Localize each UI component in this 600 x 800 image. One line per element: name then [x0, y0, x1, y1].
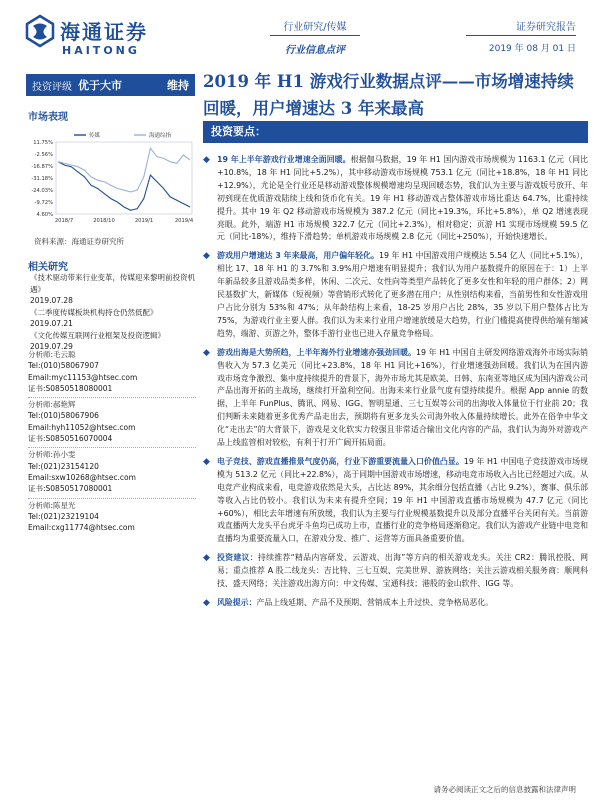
- key-point-lead: 19 年上半年游戏行业增速全面回暖。: [217, 155, 351, 164]
- related-research-item[interactable]: [30, 272, 195, 307]
- header-category: 行业研究/传媒: [283, 22, 347, 33]
- analyst-tel: Tel:(010)58067906: [28, 411, 99, 421]
- analyst-tel: Tel:(010)58067907: [28, 361, 99, 371]
- analyst-email[interactable]: Email:myc11153@htsec.com: [28, 372, 138, 382]
- bullet-icon: ◆: [203, 598, 210, 608]
- x-tick-label: 2019/1: [134, 218, 154, 224]
- related-research-item[interactable]: [30, 307, 195, 330]
- key-point-lead: 投资建议：: [217, 553, 258, 563]
- related-research-list: [30, 272, 195, 353]
- analyst-cert: 证书:S0850518080001: [28, 383, 113, 393]
- header-report-block: [466, 18, 576, 54]
- key-point: [203, 456, 588, 546]
- key-point-lead: 游戏用户增速达 3 年来最高，用户偏年轻化。: [217, 251, 379, 261]
- chart-frame: [56, 142, 192, 214]
- analyst-name: 分析师:孙小雯: [28, 450, 76, 460]
- key-point: [203, 250, 588, 340]
- x-tick-label: 2018/10: [93, 218, 115, 224]
- analyst-name: 分析师:郝艳辉: [28, 400, 76, 410]
- key-points-heading: 投资要点：: [203, 121, 588, 143]
- key-point-lead: 风险提示：: [217, 598, 257, 607]
- bullet-icon: ◆: [203, 251, 210, 262]
- y-tick-label: 4.60%: [36, 212, 53, 218]
- bullet-icon: ◆: [203, 456, 210, 467]
- related-research-date: 2019.07.28: [30, 296, 73, 305]
- analyst-tel: Tel:(021)23154120: [28, 461, 99, 471]
- bullet-icon: ◆: [203, 155, 210, 165]
- key-point-text: 19 年 H1 中国游戏用户规模达 5.54 亿人（同比+5.1%），相比 17、18 年 H1 的 3.7%和 3.9%用户增速有明显提升；我们认为用户基数提升的原因在于：1）上半年新品较多且游戏品类多样，休闲、二次元、女性向等类型产品转化了更多女性和年轻的用户群体；2）网民基数扩大，新媒体（短视频）等营销形式转化了更多潜在用户；从性别结构来看，当前男性和女性游戏用户占比分别为 53%和 47%；从年龄结构上来看，18-25 岁用户占比 28%，35 岁以下用户整体占比为 75%，为游戏行业主要人群。我们认为未来行业用户增速放缓是大趋势，行业门槛提高使得供给端有缩减趋势，端游、页游之外，整体手游行业也已进入存量竞争格局。: [217, 251, 588, 338]
- key-point: [203, 597, 588, 610]
- haitong-logo: [24, 14, 154, 62]
- related-research-title[interactable]: 《二季度传媒板块机构持仓仍然低配》: [30, 307, 158, 317]
- bullet-icon: ◆: [203, 347, 210, 358]
- analyst-list: [28, 348, 196, 536]
- key-point-text: 19 年 H1 中国自主研发网络游戏海外市场实际销售收入为 57.3 亿美元（同比+23.8%，18 年 H1 同比+16%），行业增速强劲回暖。我们认为在国内游戏市场竞争激烈、集中度持续提升的背景下，海外市场尤其是欧美、日韩、东南亚等地区成为国内游戏公司产品出海开拓的主战场，继续打开盈利空间。出海未来行业景气度有望持续提升。根据 App annie 的数据，上半年 FunPlus、腾讯、网易、IGG、智明星通、三七互娱等公司的出海收入体量位于行业前 20；我们判断未来随着更多优秀产品走出去，预期将有更多龙头公司海外收入体量持续增长。此外在俗争中华文化“走出去”的大背景下，游戏是文化软实力较强且非常适合输出文化内容的产品，我们认为海外对游戏产品上线监管相对较松，有利于打开广阔开拓局面。: [217, 347, 588, 448]
- analyst-cert: 证书:S0850516070004: [28, 434, 113, 444]
- header-divider: [270, 35, 360, 36]
- header-subcategory: 行业信息点评: [285, 45, 345, 56]
- related-research-heading: 相关研究: [28, 262, 68, 273]
- analyst-card: [28, 447, 196, 494]
- key-point-lead: 游戏出海是大势所趋，上半年海外行业增速亦强劲回暖。: [217, 347, 417, 357]
- rating-value: 优于大市: [78, 79, 122, 92]
- investment-rating-bar: [26, 74, 195, 96]
- header-divider: [466, 35, 576, 36]
- header-category-block: [270, 18, 360, 56]
- key-point-text: 持续推荐“精品内容研发、云游戏、出海”等方向的相关游戏龙头。关注 CR2：腾讯控股、网易；重点推荐 A 股二线龙头：吉比特、三七互娱、完美世界、游族网络；关注云游戏相关服务商：顺网科技、盛天网络；关注游戏出海方向：中文传媒、宝通科技；港股的金山软件、IGG 等。: [217, 553, 588, 589]
- key-point: [203, 154, 588, 244]
- analyst-name: 分析师:毛云聪: [28, 350, 76, 359]
- analyst-email[interactable]: Email:hyh11052@htsec.com: [28, 422, 136, 432]
- disclaimer-footer: 请务必阅读正文之后的信息披露和法律声明: [433, 785, 576, 794]
- analyst-email[interactable]: Email:sxw10268@htsec.com: [28, 472, 136, 482]
- y-tick-label: -9.72%: [34, 200, 53, 206]
- analyst-card: [28, 348, 196, 394]
- y-tick-label: -24.03%: [31, 188, 53, 194]
- market-performance-heading: 市场表现: [28, 112, 68, 123]
- legend-label: 海通综指: [149, 133, 172, 139]
- bullet-icon: ◆: [203, 553, 210, 564]
- analyst-card: [28, 397, 196, 444]
- market-performance-chart: [26, 128, 196, 228]
- key-point-text: 19 年 H1 中国电子竞技游戏市场规模为 513.2 亿元（同比+22.8%），高于同期中国游戏市场增速，移动电竞市场收入占比已经超过六成。从电竞产业构成来看，电竞游戏依然是大头，占比达 89%，其余细分包括直播（占比 9.2%），赛事、俱乐部等收入占比仍较小。我们认为未来有提升空间；19 年 H1 中国游戏直播市场规模为 47.7 亿元（同比+60%），相比去年增速有所放缓，我们认为主要与行业规模基数提升以及部分直播平台关闭有关。当前游戏直播两大龙头平台虎牙斗鱼均已成功上市，直播行业的竞争格局逐渐稳定。我们认为游戏产业链中电竞和直播均为重要流量入口，在游戏分发、推广、运营等方面具备重要价值。: [217, 456, 588, 544]
- report-title: 2019 年 H1 游戏行业数据点评——市场增速持续回暖，用户增速达 3 年来最高: [203, 72, 574, 118]
- x-tick-label: 2019/4: [174, 218, 194, 224]
- y-tick-label: -16.87%: [31, 164, 53, 170]
- key-point: [203, 347, 588, 450]
- logo-text-en: HAITONG: [62, 44, 140, 57]
- key-point-text: 根据伽马数据，19 年 H1 国内游戏市场规模为 1163.1 亿元（同比+10.8%，18 年 H1 同比+5.2%），其中移动游戏市场规模 753.1 亿元（同比+18.8%，18 年 H1 同比+12.9%），尤论是全行业还是移动游戏整体规模增速均呈现回暖态势，我们认为主要与游戏版号放开、年初到现在优质游戏陆续上线和货币化有关。19 年 H1 移动游戏占整体游戏市场比重达 64.7%，比重持续提升。其中 19 年 Q2 移动游戏市场规模为 387.2 亿元（同比+19.3%，环比+5.8%），单 Q2 增速表现亮眼。此外，端游 H1 市场规模 322.7 亿元（同比+2.3%），相对稳定；页游 H1 实现市场规模 59.5 亿元（同比-18%），维持下滑趋势；单机游戏市场规模 2.8 亿元（同比+250%），开始快速增长。: [217, 155, 588, 242]
- related-research-title[interactable]: 《技术驱动带来行业变革，传媒迎来黎明前投资机遇》: [30, 273, 195, 294]
- series-line-composite: [58, 148, 190, 192]
- x-tick-label: 2018/7: [54, 218, 74, 224]
- analyst-email[interactable]: Email:cxg11774@htsec.com: [28, 523, 135, 533]
- header-date: 2019 年 08 月 01 日: [488, 44, 576, 54]
- related-research-date: 2019.07.21: [30, 319, 73, 328]
- analyst-cert: 证书:S0850517080001: [28, 484, 113, 494]
- rating-status: 维持: [167, 79, 189, 92]
- key-points-list: [203, 154, 588, 614]
- legend-label: 传媒: [89, 133, 101, 139]
- y-tick-label: -31.18%: [31, 176, 53, 182]
- analyst-card: [28, 498, 196, 534]
- haitong-logo-icon: [24, 14, 56, 48]
- related-research-date: 2019.07.29: [30, 342, 73, 351]
- key-point-text: 产品上线延期、产品不及预期、营销成本上升过快、竞争格局恶化。: [256, 598, 494, 607]
- chart-source: 资料来源：海通证券研究所: [34, 237, 124, 246]
- related-research-title[interactable]: 《文化传媒互联网行业框架及投资逻辑》: [30, 330, 165, 340]
- header-report-type: 证券研究报告: [516, 22, 576, 33]
- analyst-name: 分析师:陈星光: [28, 500, 76, 510]
- key-point-lead: 电子竞技、游戏直播推景气度仍高，行业下游重要流量入口价值凸显。: [217, 456, 464, 466]
- y-tick-label: -2.56%: [34, 152, 53, 158]
- key-point: [203, 552, 588, 591]
- logo-text-cn: 海通证券: [60, 20, 148, 44]
- y-tick-label: 11.75%: [33, 140, 53, 146]
- analyst-tel: Tel:(021)23219104: [28, 511, 99, 521]
- rating-label: 投资评级: [32, 81, 72, 93]
- series-line-media: [58, 162, 190, 211]
